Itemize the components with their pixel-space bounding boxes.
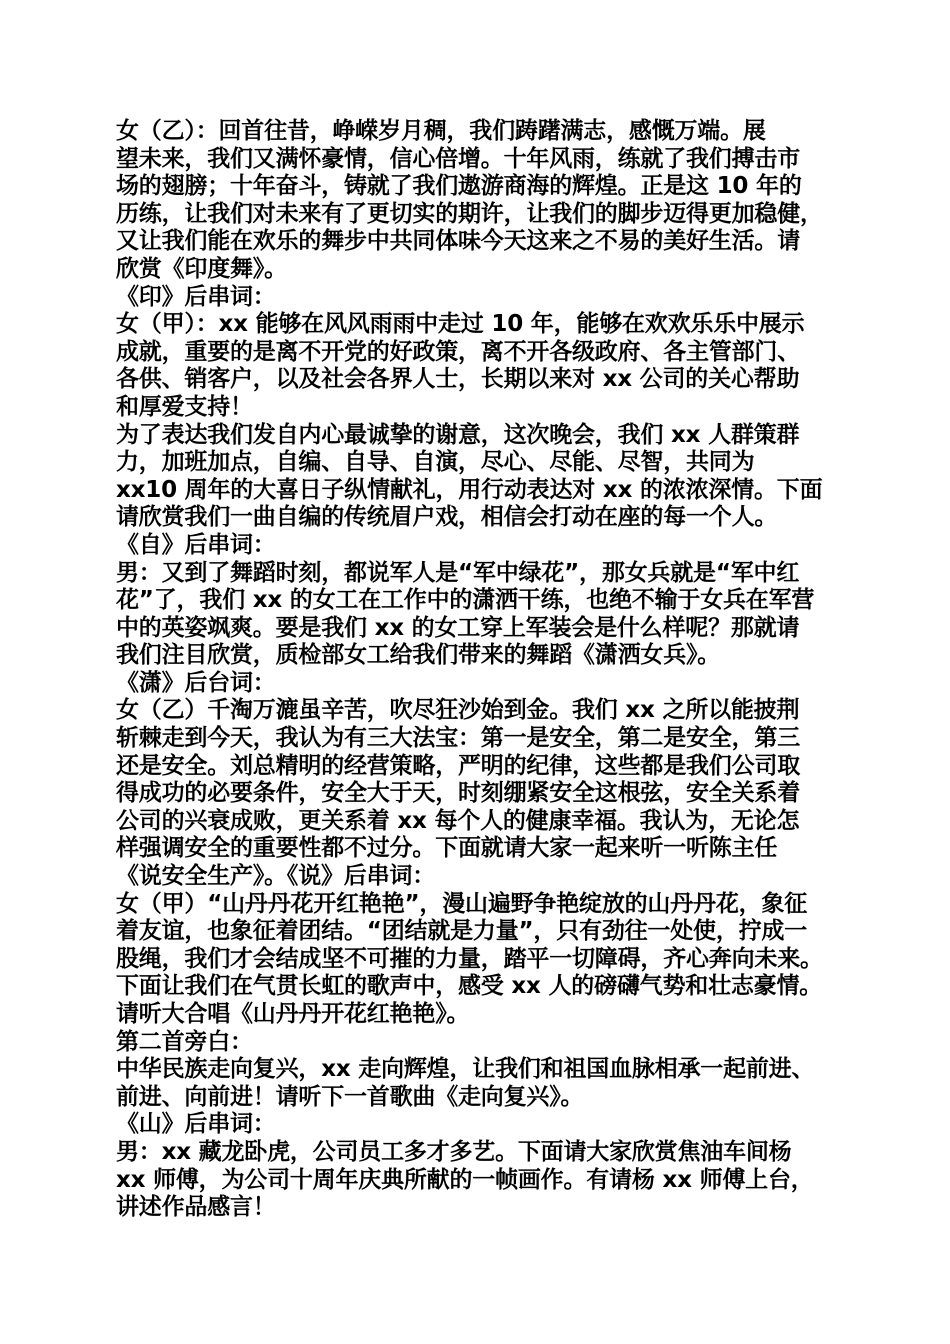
text-line: 还是安全。刘总精明的经营策略，严明的纪律，这些都是我们公司取 — [116, 752, 801, 779]
text-line: 花”了，我们 xx 的女工在工作中的潇洒干练，也绝不输于女兵在军营 — [116, 587, 815, 614]
text-line: 着友谊，也象征着团结。“团结就是力量”，只有劲往一处使，拧成一 — [116, 918, 808, 945]
text-line: xx10 周年的大喜日子纵情献礼，用行动表达对 xx 的浓浓深情。下面 — [116, 476, 823, 503]
text-line: 女（甲）“山丹丹花开红艳艳”，漫山遍野争艳绽放的山丹丹花，象征 — [116, 890, 808, 917]
text-line: 中华民族走向复兴，xx 走向辉煌，让我们和祖国血脉相承一起前进、 — [116, 1056, 815, 1083]
text-line: 场的翅膀；十年奋斗，铸就了我们遨游商海的辉煌。正是这 10 年的 — [116, 173, 802, 200]
text-line: 《潇》后台词： — [116, 669, 276, 696]
text-line: 历练，让我们对未来有了更切实的期许，让我们的脚步迈得更加稳健， — [116, 200, 823, 227]
text-line: 为了表达我们发自内心最诚挚的谢意，这次晚会，我们 xx 人群策群 — [116, 421, 800, 448]
text-line: 请欣赏我们一曲自编的传统眉户戏，相信会打动在座的每一个人。 — [116, 504, 778, 531]
text-line: 望未来，我们又满怀豪情，信心倍增。十年风雨，练就了我们搏击市 — [116, 145, 801, 172]
document-body — [116, 118, 856, 1222]
text-line: 女（乙）千淘万漉虽辛苦，吹尽狂沙始到金。我们 xx 之所以能披荆 — [116, 697, 800, 724]
text-line: 讲述作品感言！ — [116, 1194, 276, 1221]
text-line: 男：xx 藏龙卧虎，公司员工多才多艺。下面请大家欣赏焦油车间杨 — [116, 1138, 792, 1165]
text-line: 请听大合唱《山丹丹开花红艳艳》。 — [116, 1001, 470, 1027]
text-line: 各供、销客户，以及社会各界人士，长期以来对 xx 公司的关心帮助 — [116, 366, 800, 393]
text-line: xx 师傅，为公司十周年庆典所献的一帧画作。有请杨 xx 师傅上台， — [116, 1166, 814, 1193]
text-line: 中的英姿飒爽。要是我们 xx 的女工穿上军装会是什么样呢？那就请 — [116, 614, 800, 641]
text-line: 欣赏《印度舞》。 — [116, 255, 287, 282]
text-line: 前进、向前进！请听下一首歌曲《走向复兴》。 — [116, 1083, 584, 1110]
text-line: 《自》后串词： — [116, 531, 276, 558]
text-line: 《说安全生产》。《说》后串词： — [116, 863, 436, 890]
text-line: 成就，重要的是离不开党的好政策，离不开各级政府、各主管部门、 — [116, 338, 801, 365]
text-line: 样强调安全的重要性都不过分。下面就请大家一起来听一听陈主任 — [116, 835, 778, 862]
text-line: 《印》后串词： — [116, 283, 276, 310]
text-line: 得成功的必要条件，安全大于天，时刻绷紧安全这根弦，安全关系着 — [116, 780, 801, 807]
text-line: 斩棘走到今天，我认为有三大法宝：第一是安全，第二是安全，第三 — [116, 725, 801, 752]
text-line: 男：又到了舞蹈时刻，都说军人是“军中绿花”，那女兵就是“军中红 — [116, 559, 800, 586]
text-line: 和厚爱支持！ — [116, 393, 253, 420]
text-line: 女（甲）：xx 能够在风风雨雨中走过 10 年，能够在欢欢乐乐中展示 — [116, 311, 805, 338]
text-line: 女（乙）：回首往昔，峥嵘岁月稠，我们踌躇满志，感慨万端。展 — [116, 118, 766, 144]
text-line: 公司的兴衰成败，更关系着 xx 每个人的健康幸福。我认为，无论怎 — [116, 807, 800, 834]
text-line: 下面让我们在气贯长虹的歌声中，感受 xx 人的磅礴气势和壮志豪情。 — [116, 973, 823, 1000]
text-line: 力，加班加点，自编、自导、自演，尽心、尽能、尽智，共同为 — [116, 449, 755, 476]
text-line: 股绳，我们才会结成坚不可摧的力量，踏平一切障碍，齐心奔向未来。 — [116, 945, 823, 972]
text-line: 第二首旁白： — [116, 1028, 253, 1055]
text-line: 又让我们能在欢乐的舞步中共同体味今天这来之不易的美好生活。请 — [116, 228, 801, 255]
text-line: 我们注目欣赏，质检部女工给我们带来的舞蹈《潇洒女兵》。 — [116, 642, 721, 669]
text-line: 《山》后串词： — [116, 1111, 276, 1138]
